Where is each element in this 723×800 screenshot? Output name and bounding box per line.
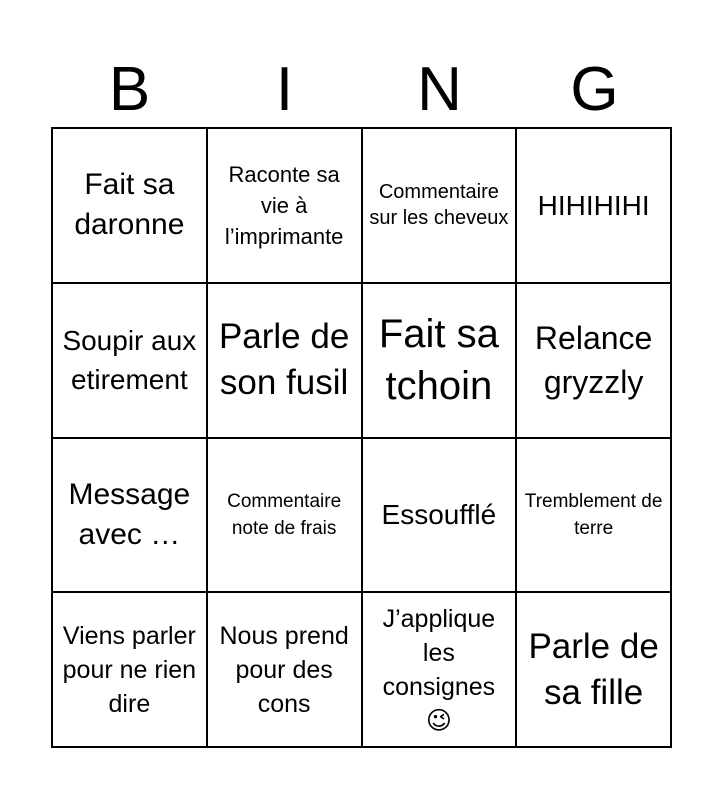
cell-text: Soupir aux etirement — [62, 325, 197, 396]
bingo-cell[interactable] — [363, 129, 518, 284]
cell-text: Raconte sa vie à l’imprimante — [224, 161, 344, 249]
bingo-cell[interactable] — [517, 439, 672, 594]
bingo-cell[interactable] — [517, 284, 672, 439]
bingo-cell[interactable] — [208, 129, 363, 284]
bingo-cell[interactable] — [53, 593, 208, 748]
cell-text: Tremblement de terre — [524, 490, 663, 539]
bingo-cell[interactable] — [517, 593, 672, 748]
header-letter-b: B — [108, 55, 151, 124]
header-letter-g: G — [570, 55, 619, 124]
cell-text: J’applique les consignes 😉 — [382, 604, 496, 735]
bingo-header — [52, 52, 672, 128]
bingo-cell[interactable] — [363, 593, 518, 748]
cell-text: Message avec … — [68, 477, 191, 551]
cell-text: Essoufflé — [381, 499, 497, 531]
cell-text: Commentaire note de frais — [227, 490, 342, 539]
bingo-cell[interactable] — [208, 284, 363, 439]
bingo-cell[interactable] — [208, 593, 363, 748]
cell-text: Fait sa daronne — [74, 168, 185, 242]
cell-text: Commentaire sur les cheveux — [369, 181, 509, 230]
cell-text: Parle de son fusil — [218, 317, 350, 403]
bingo-cell[interactable] — [363, 439, 518, 594]
bingo-cell[interactable] — [363, 284, 518, 439]
cell-text: Fait sa tchoin — [378, 312, 499, 409]
cell-text: Parle de sa fille — [528, 626, 659, 712]
cell-text: Nous prend pour des cons — [219, 621, 349, 718]
bingo-grid — [51, 127, 672, 748]
header-letter-n: N — [417, 55, 462, 124]
header-letter-i: I — [275, 55, 294, 124]
bingo-cell[interactable] — [208, 439, 363, 594]
bingo-cell[interactable] — [53, 129, 208, 284]
cell-text: Relance gryzzly — [534, 320, 653, 401]
cell-text: Viens parler pour ne rien dire — [62, 621, 197, 718]
cell-text: HIHIHIHI — [537, 189, 650, 221]
bingo-cell[interactable] — [517, 129, 672, 284]
bingo-cell[interactable] — [53, 284, 208, 439]
bingo-cell[interactable] — [53, 439, 208, 594]
